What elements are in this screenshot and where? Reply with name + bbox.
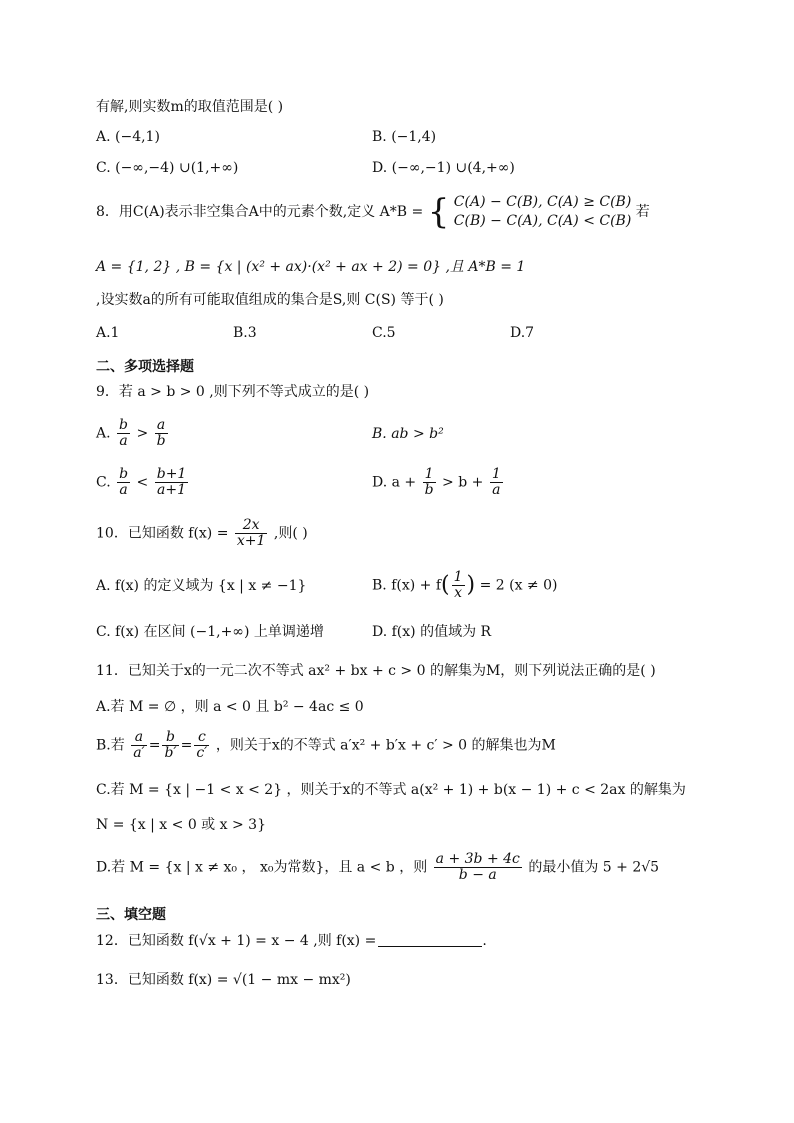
q11-stem: 11．已知关于x的一元二次不等式 ax² + bx + c > 0 的解集为M，则下列说法正确的是( ) [96,663,656,679]
q9-option-b: B. ab > b² [372,426,444,442]
q9-option-a: A. $\frac{b}{a}$ > $\frac{a}{b}$ [96,417,166,449]
q10-option-d: D. f(x) 的值域为 R [372,624,492,640]
q13-stem: 13．已知函数 f(x) = √(1 − mx − mx²) [96,972,351,988]
q9-option-d: D. a + $\frac{1}{b}$ > b + $\frac{1}{a}$ [372,466,501,498]
fraction: $\frac{b+1}{a+1}$ [156,466,187,498]
q8-line-3: ,设实数a的所有可能取值组成的集合是S,则 C(S) 等于( ) [96,292,444,308]
q8-piecewise [428,193,632,231]
section-3-title: 三、填空题 [96,907,166,923]
q11-option-b: B.若 $\frac{a}{a'}$ = $\frac{b}{b'}$ = $\frac{c}{c'}$ ，则关于x的不等式 a′x² + b′x + c′ > 0 的解集也为M [96,729,556,761]
fraction: $\frac{1}{b}$ [424,466,434,498]
q11-option-c-line-2: N = {x | x < 0 或 x > 3} [96,817,266,833]
fraction: $\frac{a}{a'}$ [133,729,145,761]
fraction: $\frac{a}{b}$ [156,417,166,449]
q9-stem: 9．若 a > b > 0 ,则下列不等式成立的是( ) [96,384,370,400]
q11-option-a: A.若 M = ∅ ，则 a < 0 且 b² − 4ac ≤ 0 [96,699,364,715]
q7-option-d: D. (−∞,−1) ∪(4,+∞) [372,160,515,176]
fraction: $\frac{b}{a}$ [119,417,128,449]
q10-option-b: B. f(x) + f( $\frac{1}{x}$ ) = 2 (x ≠ 0) [372,569,558,601]
answer-blank[interactable] [378,932,482,947]
q11-option-d: D.若 M = {x | x ≠ x₀ ， x₀为常数}，且 a < b ，则 $\frac{a + 3b + 4c}{b - a}$ 的最小值为 5 + 2√5 [96,851,660,883]
q7-option-b: B. (−1,4) [372,129,437,145]
fraction: $\frac{b}{a}$ [119,466,129,498]
fraction: $\frac{1}{x}$ [453,569,463,601]
q10-stem: 10．已知函数 f(x) = $\frac{2x}{x+1}$ ,则( ) [96,517,308,549]
q8-line-2: A = {1, 2} , B = {x | (x² + ax)·(x² + ax + 2) = 0} ,且 A*B = 1 [96,259,526,275]
q8-option-b: B.3 [233,325,257,341]
q7-option-c: C. (−∞,−4) ∪(1,+∞) [96,160,239,176]
q8-stem-start: 8．用C(A)表示非空集合A中的元素个数,定义 A*B = [96,204,424,220]
q8-stem-end: 若 [635,204,650,220]
q12-stem: 12．已知函数 f(√x + 1) = x − 4 ,则 f(x) = . [96,933,487,949]
fraction: $\frac{1}{a}$ [491,466,501,498]
q11-option-c-line-1: C.若 M = {x | −1 < x < 2} ，则关于x的不等式 a(x² + 1) + b(x − 1) + c < 2ax 的解集为 [96,782,686,798]
fraction: $\frac{c}{c'}$ [196,729,208,761]
fraction: $\frac{2x}{x+1}$ [236,517,266,549]
q8-option-a: A.1 [96,325,120,341]
q9-option-c: C. $\frac{b}{a}$ < $\frac{b+1}{a+1}$ [96,466,187,498]
q8-stem [96,193,650,231]
q8-case-2: C(B) − C(A), C(A) < C(B) [453,213,632,229]
q7-option-a: A. (−4,1) [96,129,160,145]
q8-case-1: C(A) − C(B), C(A) ≥ C(B) [453,194,632,210]
q10-option-c: C. f(x) 在区间 (−1,+∞) 上单调递增 [96,624,324,640]
fraction: $\frac{a + 3b + 4c}{b - a}$ [435,851,520,883]
q8-option-c: C.5 [372,325,396,341]
fraction: $\frac{b}{b'}$ [164,729,177,761]
q10-option-a: A. f(x) 的定义域为 {x | x ≠ −1} [96,578,307,594]
q7-tail: 有解,则实数m的取值范围是( ) [96,99,284,115]
brace-icon: { [427,192,450,232]
q8-option-d: D.7 [510,325,535,341]
section-2-title: 二、多项选择题 [96,359,194,375]
